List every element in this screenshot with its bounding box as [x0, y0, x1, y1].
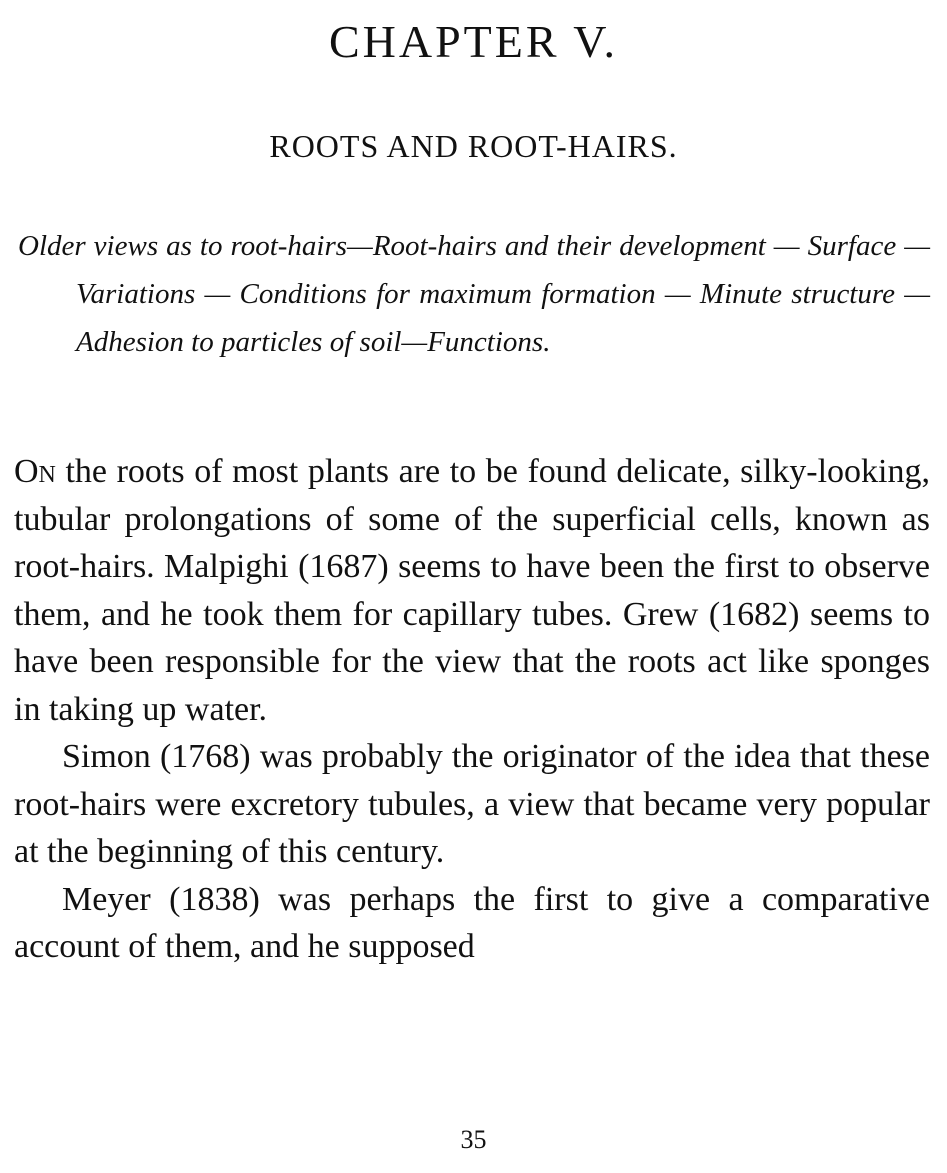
- chapter-title: CHAPTER V.: [328, 16, 619, 67]
- body-text: [14, 448, 930, 971]
- paragraph-lead-word: On: [14, 453, 56, 490]
- paragraph-1-text: the roots of most plants are to be found delicate, silky-looking, tubular prolongations of some of the superficial cells, known as root-hairs. Malpighi (1687) seems to have been the first to observe them, and he took them for capillary tubes. Grew (1682) seems to have been responsible for the view that the roots act like sponges in taking up water.: [14, 453, 930, 728]
- page-number: 35: [460, 1125, 487, 1154]
- paragraph-3: Meyer (1838) was perhaps the first to give a comparative account of them, and he supposed: [14, 880, 930, 965]
- paragraph-2: Simon (1768) was probably the originator of the idea that these root-hairs were excretory tubules, a view that became very popular at the beginning of this century.: [14, 738, 930, 870]
- chapter-summary: Older views as to root-hairs—Root-hairs and their development — Surface — Variations — Conditions for maximum formation — Minute structure — Adhesion to particles of soil—Functions.: [18, 230, 930, 358]
- section-title: ROOTS AND ROOT-HAIRS.: [269, 128, 678, 164]
- paragraph-1: [14, 448, 930, 733]
